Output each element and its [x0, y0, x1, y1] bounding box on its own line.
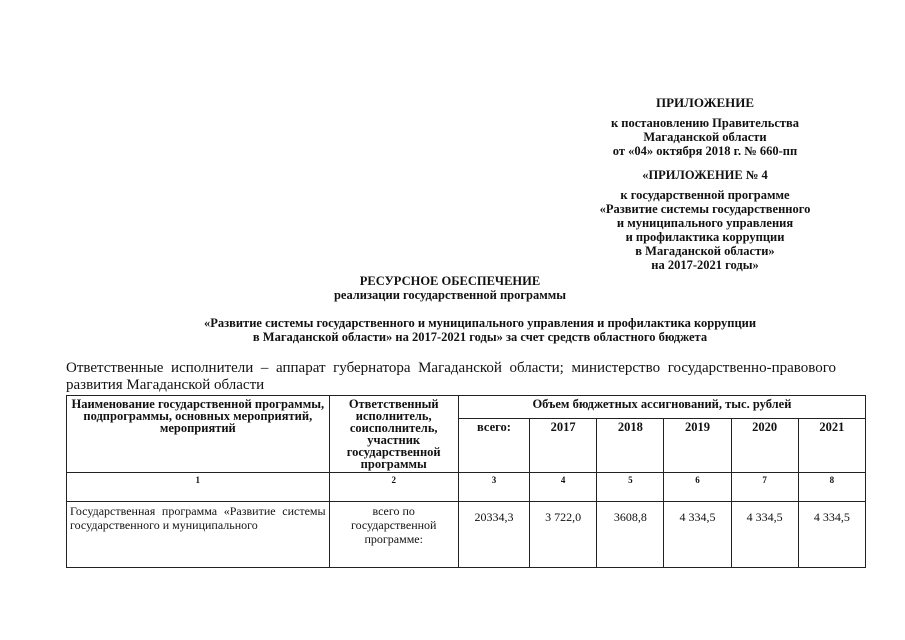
column-number: 1	[67, 473, 330, 502]
header-program-name: Наименование государственной программы, подпрограммы, основных мероприятий, мероприятий	[67, 396, 330, 473]
appendix-line: к государственной программе	[620, 188, 790, 202]
column-number: 8	[798, 473, 865, 502]
header-budget: Объем бюджетных ассигнований, тыс. рублей	[458, 396, 865, 419]
appendix-line: к постановлению Правительства	[610, 116, 800, 130]
appendix-heading-4: «ПРИЛОЖЕНИЕ № 4	[642, 168, 768, 182]
header-year: 2017	[530, 419, 597, 473]
doc-title: РЕСУРСНОЕ ОБЕСПЕЧЕНИЕ	[359, 274, 541, 288]
row-program-name: Государственная программа «Развитие системы государственного и муниципального	[67, 502, 330, 568]
header-year: 2018	[597, 419, 664, 473]
doc-title-sub: реализации государственной программы	[333, 288, 567, 302]
row-year-value: 4 334,5	[798, 502, 865, 568]
table-row	[67, 502, 866, 568]
program-name	[100, 316, 860, 344]
row-responsible: всего по государственной программе:	[329, 502, 458, 568]
column-number: 6	[664, 473, 731, 502]
column-number: 5	[597, 473, 664, 502]
appendix-line: и муниципального управления	[616, 216, 794, 230]
appendix-heading: ПРИЛОЖЕНИЕ	[655, 95, 755, 110]
appendix-line: в Магаданской области»	[635, 244, 775, 258]
appendix-block	[560, 96, 850, 272]
program-name-line: «Развитие системы государственного и муниципального управления и профилактика коррупции	[203, 316, 757, 330]
column-number-row	[67, 473, 866, 502]
column-number: 7	[731, 473, 798, 502]
responsible-executors: Ответственные исполнители – аппарат губернатора Магаданской области; министерство государственно-правового развития Магаданской области	[66, 360, 836, 393]
program-name-line: в Магаданской области» на 2017-2021 годы» за счет средств областного бюджета	[252, 330, 708, 344]
row-year-value: 4 334,5	[731, 502, 798, 568]
header-year: 2019	[664, 419, 731, 473]
column-number: 2	[329, 473, 458, 502]
appendix-line: на 2017-2021 годы»	[651, 258, 759, 272]
header-year: 2021	[798, 419, 865, 473]
row-year-value: 4 334,5	[664, 502, 731, 568]
header-total: всего:	[458, 419, 529, 473]
budget-table	[66, 395, 866, 568]
row-year-value: 3608,8	[597, 502, 664, 568]
column-number: 4	[530, 473, 597, 502]
appendix-line: и профилактика коррупции	[625, 230, 785, 244]
column-number: 3	[458, 473, 529, 502]
appendix-line: «Развитие системы государственного	[599, 202, 811, 216]
row-total-value: 20334,3	[458, 502, 529, 568]
appendix-line: от «04» октября 2018 г. № 660-пп	[612, 144, 798, 158]
appendix-line: Магаданской области	[643, 130, 767, 144]
header-year: 2020	[731, 419, 798, 473]
row-year-value: 3 722,0	[530, 502, 597, 568]
header-responsible: Ответственный исполнитель, соисполнитель, участник государственной программы	[329, 396, 458, 473]
